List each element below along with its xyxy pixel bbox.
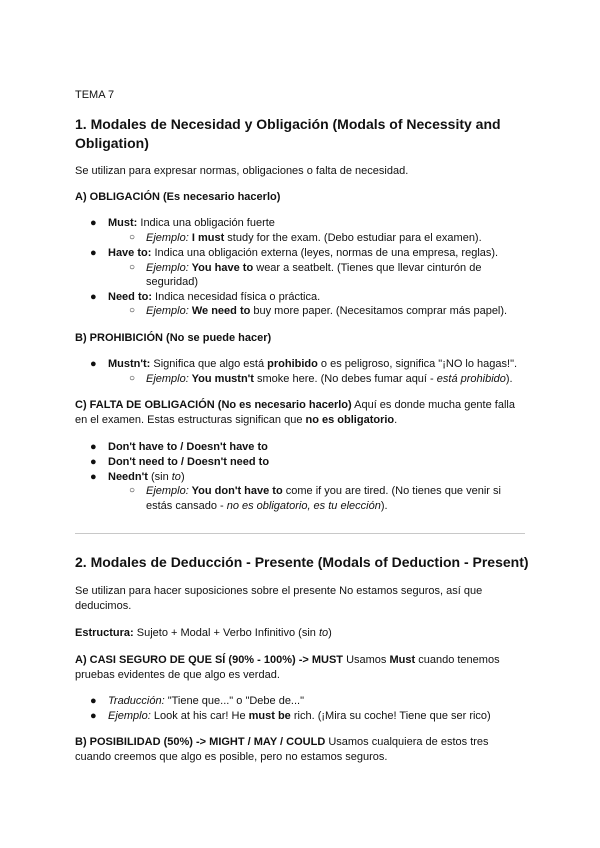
example-bold: You don't have to	[188, 485, 283, 497]
example-text: wear a seatbelt. (Tienes que llevar cinturón de	[253, 262, 482, 274]
example-end: ).	[380, 500, 388, 512]
subsection-2a-line-1	[75, 653, 500, 667]
circle-bullet-icon: ○	[129, 485, 136, 496]
list-item-must	[108, 216, 275, 230]
section-1-intro: Se utilizan para expresar normas, obligaciones o falta de necesidad.	[75, 165, 409, 177]
list-item-need-to	[108, 290, 320, 304]
term: Must:	[108, 217, 138, 229]
bullet-icon: ●	[90, 471, 97, 483]
bullet-icon: ●	[90, 247, 97, 259]
subsection-2a-line-2: pruebas evidentes de que algo es verdad.	[75, 669, 280, 681]
example-neednt	[146, 484, 501, 498]
structure-end: )	[328, 627, 332, 639]
subsection-c-end: .	[394, 414, 398, 426]
example-label: Ejemplo:	[146, 262, 189, 274]
bullet-icon: ●	[90, 441, 97, 453]
section-2-title: 2. Modales de Deducción - Presente (Modals of Deduction - Present)	[75, 554, 529, 570]
example-text: smoke here. (No debes fumar aquí -	[253, 373, 437, 385]
example-text: Look at his car! He	[150, 710, 249, 722]
term: Needn't	[108, 471, 148, 483]
example-label: Ejemplo:	[146, 373, 189, 385]
structure-line	[75, 626, 332, 640]
structure-label: Estructura:	[75, 627, 134, 639]
example-end: ).	[505, 373, 513, 385]
translation-text: "Tiene que..." o "Debe de..."	[164, 695, 305, 707]
list-item-dont-have-to: Don't have to / Doesn't have to	[108, 441, 268, 453]
term: Mustn't:	[108, 358, 151, 370]
example-have-to	[146, 261, 481, 275]
example-label: Ejemplo:	[146, 232, 189, 244]
example-must	[146, 231, 482, 245]
structure-text: Sujeto + Modal + Verbo Infinitivo (sin	[133, 627, 319, 639]
term-paren-italic: to	[171, 471, 181, 483]
list-item-mustnt	[108, 357, 517, 371]
subsection-c-title: C) FALTA DE OBLIGACIÓN (No es necesario hacerlo)	[75, 399, 352, 411]
term-paren-end: )	[180, 471, 185, 483]
term-desc: Indica necesidad física o práctica.	[152, 291, 321, 303]
subsection-2a-title: A) CASI SEGURO DE QUE SÍ (90% - 100%) -> MUST	[75, 654, 344, 666]
subsection-2a-text-end: cuando tenemos	[415, 654, 500, 666]
circle-bullet-icon: ○	[129, 373, 136, 384]
circle-bullet-icon: ○	[129, 305, 136, 316]
list-item-ejemplo-must	[108, 709, 491, 723]
term-desc: Indica una obligación fuerte	[137, 217, 275, 229]
subsection-c-text: Aquí es donde mucha gente falla	[351, 399, 515, 411]
subsection-2a-bold: Must	[389, 654, 416, 666]
subsection-c-line-2	[75, 413, 397, 427]
example-italic: está prohibido	[436, 373, 506, 385]
example-label: Ejemplo:	[146, 305, 189, 317]
subsection-2b-line-2: cuando creemos que algo es posible, pero no estamos seguros.	[75, 751, 388, 763]
term-desc-end: o es peligroso, significa "¡NO lo hagas!".	[317, 358, 518, 370]
example-text: estás cansado -	[146, 500, 227, 512]
example-bold: I must	[188, 232, 225, 244]
example-text: study for the exam. (Debo estudiar para el examen).	[224, 232, 482, 244]
example-label: Ejemplo:	[146, 485, 189, 497]
section-divider	[75, 533, 525, 534]
subsection-c-line-1	[75, 398, 515, 412]
example-text: buy more paper. (Necesitamos comprar más papel).	[250, 305, 508, 317]
term-desc: Indica una obligación externa (leyes, normas de una empresa, reglas).	[151, 247, 499, 259]
example-label: Ejemplo:	[108, 710, 151, 722]
translation-label: Traducción:	[108, 695, 165, 707]
example-neednt-line-2	[146, 499, 388, 513]
term: Need to:	[108, 291, 152, 303]
structure-italic: to	[318, 627, 329, 639]
example-need-to	[146, 304, 507, 318]
list-item-dont-need-to: Don't need to / Doesn't need to	[108, 456, 270, 468]
section-2-intro-line-2: deducimos.	[75, 600, 132, 612]
topic-label: TEMA 7	[75, 89, 115, 101]
bullet-icon: ●	[90, 456, 97, 468]
term-paren: (sin	[147, 471, 172, 483]
example-mustnt	[146, 372, 513, 386]
term: Have to:	[108, 247, 152, 259]
example-bold: You mustn't	[188, 373, 254, 385]
subsection-a-title: A) OBLIGACIÓN (Es necesario hacerlo)	[75, 191, 281, 203]
circle-bullet-icon: ○	[129, 262, 136, 273]
term-desc: Significa que algo está	[150, 358, 268, 370]
section-2-intro-line-1: Se utilizan para hacer suposiciones sobre el presente No estamos seguros, así que	[75, 585, 483, 597]
subsection-2b-line-1	[75, 735, 489, 749]
example-text-end: rich. (¡Mira su coche! Tiene que ser rico)	[290, 710, 491, 722]
section-1-title-line-2: Obligation)	[75, 135, 149, 151]
subsection-c-bold: no es obligatorio	[305, 414, 395, 426]
subsection-b-title: B) PROHIBICIÓN (No se puede hacer)	[75, 332, 272, 344]
bullet-icon: ●	[90, 358, 97, 370]
bullet-icon: ●	[90, 695, 97, 707]
term-desc-bold: prohibido	[267, 358, 318, 370]
list-item-neednt	[108, 470, 185, 484]
subsection-c-text: en el examen. Estas estructuras significan que	[75, 414, 306, 426]
example-have-to-line-2: seguridad)	[146, 276, 198, 288]
example-bold: You have to	[188, 262, 254, 274]
example-bold: We need to	[188, 305, 251, 317]
bullet-icon: ●	[90, 291, 97, 303]
circle-bullet-icon: ○	[129, 232, 136, 243]
subsection-2a-text: Usamos	[343, 654, 390, 666]
example-bold: must be	[248, 710, 291, 722]
subsection-2b-text: Usamos cualquiera de estos tres	[325, 736, 489, 748]
section-1-title-line-1: 1. Modales de Necesidad y Obligación (Modals of Necessity and	[75, 116, 501, 132]
example-italic: no es obligatorio, es tu elección	[226, 500, 381, 512]
list-item-have-to	[108, 246, 498, 260]
subsection-2b-title: B) POSIBILIDAD (50%) -> MIGHT / MAY / COULD	[75, 736, 326, 748]
list-item-traduccion	[108, 694, 304, 708]
bullet-icon: ●	[90, 217, 97, 229]
bullet-icon: ●	[90, 710, 97, 722]
example-text: come if you are tired. (No tienes que venir si	[282, 485, 501, 497]
